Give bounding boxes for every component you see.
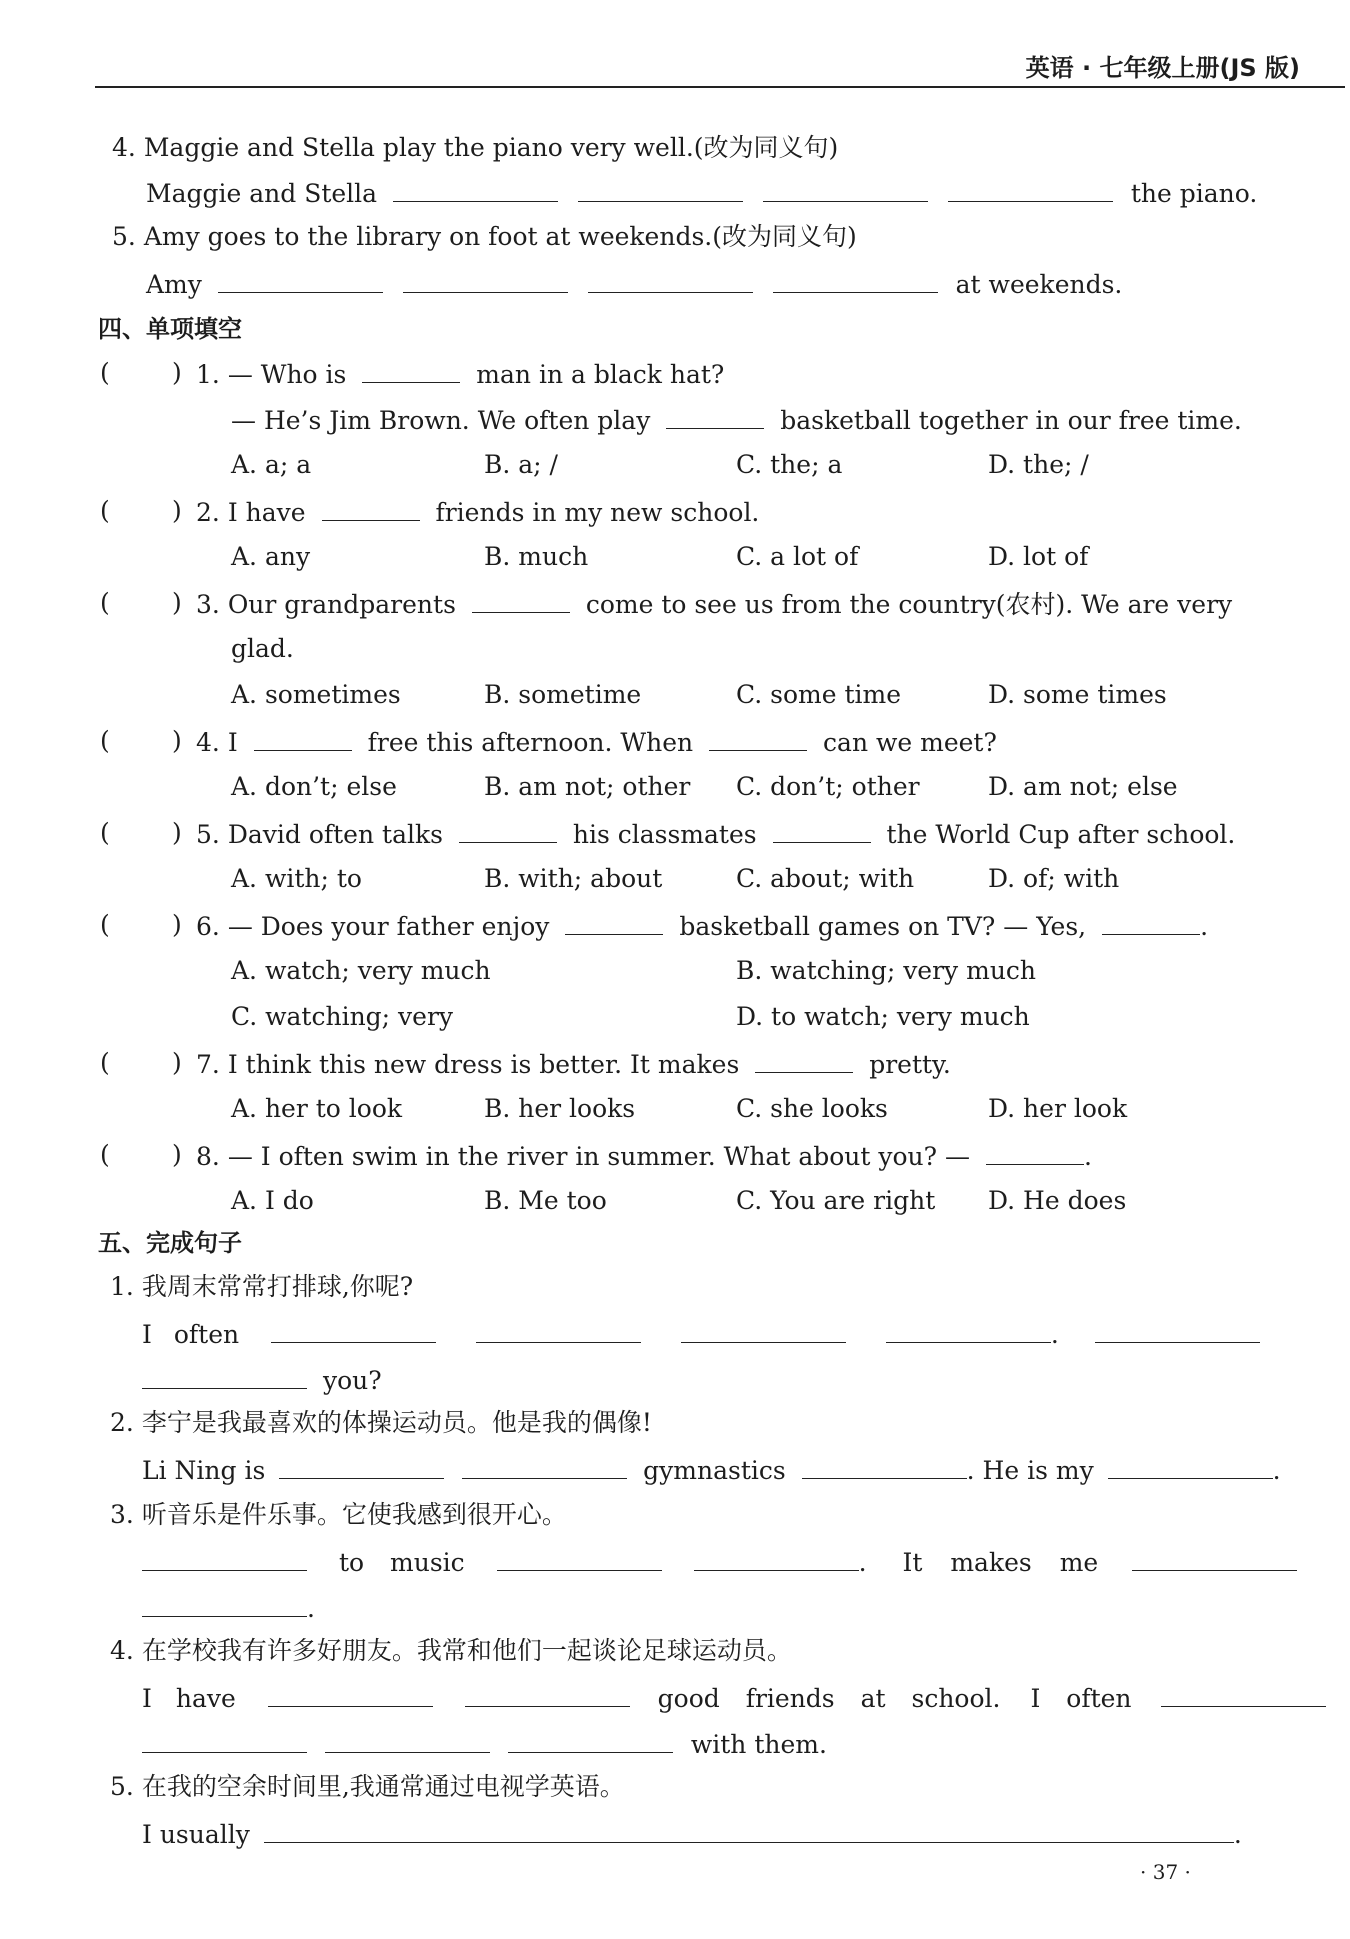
sentence-word: . (1050, 1320, 1059, 1349)
s5-item4-chinese (110, 1636, 792, 1666)
answer-blank[interactable] (362, 358, 460, 383)
s3-q5-answer-start: Amy (146, 270, 202, 299)
answer-blank[interactable] (218, 268, 383, 293)
item-num: 4. (110, 1636, 134, 1665)
answer-paren-close: ) (172, 588, 182, 617)
option-b[interactable]: B. much (484, 542, 589, 571)
answer-paren-open: ( (100, 910, 110, 939)
option-d[interactable]: D. the; / (988, 450, 1089, 479)
answer-blank[interactable] (1161, 1682, 1326, 1707)
answer-paren-close: ) (172, 910, 182, 939)
s5-item5-answer-line (142, 1818, 1242, 1850)
option-c[interactable]: C. about; with (736, 864, 915, 893)
question-text: — Who is (227, 360, 347, 389)
section4-heading: 四、单项填空 (98, 315, 242, 343)
answer-blank[interactable] (1102, 910, 1200, 935)
s5-item1-answer-line1 (142, 1318, 1260, 1350)
question-text: free this afternoon. When (367, 728, 694, 757)
item-chinese: 在我的空余时间里,我通常通过电视学英语。 (141, 1772, 625, 1801)
s5-item4-answer-line2 (142, 1728, 827, 1760)
question-text: I (227, 728, 238, 757)
item-chinese: 李宁是我最喜欢的体操运动员。他是我的偶像! (141, 1408, 652, 1437)
answer-blank[interactable] (508, 1728, 673, 1753)
option-c[interactable]: C. the; a (736, 450, 843, 479)
question-text: can we meet? (823, 728, 997, 757)
option-c[interactable]: C. some time (736, 680, 902, 709)
s3-q5-num: 5. (112, 222, 136, 251)
answer-blank[interactable] (264, 1818, 1234, 1843)
sentence-word: . He is my (966, 1456, 1094, 1485)
option-b[interactable]: B. with; about (484, 864, 663, 893)
answer-blank[interactable] (773, 268, 938, 293)
s3-q5-prompt (112, 222, 857, 252)
option-b[interactable]: B. a; / (484, 450, 558, 479)
question-text: — Does your father enjoy (227, 912, 550, 941)
question-text: David often talks (227, 820, 443, 849)
s5-item3-chinese (110, 1500, 567, 1530)
sentence-word: me (1059, 1548, 1099, 1577)
answer-blank[interactable] (254, 726, 352, 751)
answer-blank[interactable] (948, 177, 1113, 202)
option-a[interactable]: A. sometimes (231, 680, 401, 709)
option-c[interactable]: C. don’t; other (736, 772, 920, 801)
answer-paren-open: ( (100, 1140, 110, 1169)
s3-q5-answer-end: at weekends. (955, 270, 1123, 299)
option-a[interactable]: A. any (231, 542, 311, 571)
answer-blank[interactable] (773, 818, 871, 843)
s5-item2-chinese (110, 1408, 652, 1438)
s5-item3-answer-line2 (142, 1592, 315, 1624)
s4-q3-line1 (196, 588, 1232, 620)
answer-blank[interactable] (279, 1454, 444, 1479)
answer-blank[interactable] (986, 1140, 1084, 1165)
sentence-word: with them. (690, 1730, 827, 1759)
answer-blank[interactable] (694, 1546, 859, 1571)
item-chinese: 在学校我有许多好朋友。我常和他们一起谈论足球运动员。 (141, 1636, 792, 1665)
item-num: 5. (110, 1772, 134, 1801)
question-text: man in a black hat? (476, 360, 725, 389)
answer-blank[interactable] (565, 910, 663, 935)
sentence-word: makes (950, 1548, 1032, 1577)
question-num: 1. (196, 360, 220, 389)
answer-paren-open: ( (100, 818, 110, 847)
sentence-word: I usually (142, 1820, 250, 1849)
item-num: 1. (110, 1272, 134, 1301)
s4-q4-line1 (196, 726, 997, 758)
sentence-word: good (657, 1684, 720, 1713)
question-text: Our grandparents (227, 590, 456, 619)
option-d[interactable]: D. He does (988, 1186, 1127, 1215)
sentence-word: music (390, 1548, 465, 1577)
answer-paren-close: ) (172, 726, 182, 755)
answer-blank[interactable] (459, 818, 557, 843)
answer-paren-open: ( (100, 1048, 110, 1077)
answer-blank[interactable] (666, 404, 764, 429)
item-num: 3. (110, 1500, 134, 1529)
answer-paren-close: ) (172, 1140, 182, 1169)
sentence-word: I (142, 1684, 152, 1713)
s4-q7-line1 (196, 1048, 951, 1080)
option-a[interactable]: A. watch; very much (231, 956, 491, 985)
answer-blank[interactable] (497, 1546, 662, 1571)
option-d[interactable]: D. her look (988, 1094, 1128, 1123)
question-text: — He’s Jim Brown. We often play (231, 406, 651, 435)
question-text: pretty. (869, 1050, 951, 1079)
question-text: come to see us from the country(农村). We are very (585, 590, 1233, 619)
sentence-word: . (1233, 1820, 1242, 1849)
sentence-word: school. (911, 1684, 1001, 1713)
s4-q8-line1 (196, 1140, 1092, 1172)
sentence-word: I (142, 1320, 152, 1349)
item-chinese: 听音乐是件乐事。它使我感到很开心。 (141, 1500, 567, 1529)
s5-item2-answer-line (142, 1454, 1281, 1486)
answer-blank[interactable] (681, 1318, 846, 1343)
question-text: friends in my new school. (435, 498, 760, 527)
answer-blank[interactable] (142, 1546, 307, 1571)
sentence-word: at (860, 1684, 886, 1713)
sentence-word: . (307, 1594, 315, 1623)
option-b[interactable]: B. watching; very much (736, 956, 1037, 985)
s3-q4-answer-line (146, 177, 1257, 209)
option-a[interactable]: A. with; to (231, 864, 362, 893)
page-number: · 37 · (1140, 1860, 1191, 1884)
answer-blank[interactable] (322, 496, 420, 521)
question-text: — I often swim in the river in summer. What about you? — (227, 1142, 970, 1171)
answer-paren-close: ) (172, 358, 182, 387)
item-chinese: 我周末常常打排球,你呢? (141, 1272, 414, 1301)
answer-blank[interactable] (763, 177, 928, 202)
s3-q4-prompt (112, 133, 838, 163)
s3-q4-num: 4. (112, 133, 136, 162)
option-b[interactable]: B. am not; other (484, 772, 691, 801)
answer-blank[interactable] (403, 268, 568, 293)
question-text: his classmates (572, 820, 757, 849)
sentence-word: often (173, 1320, 240, 1349)
option-d[interactable]: D. lot of (988, 542, 1089, 571)
answer-blank[interactable] (709, 726, 807, 751)
sentence-word: I (1030, 1684, 1041, 1713)
answer-blank[interactable] (268, 1682, 433, 1707)
option-d[interactable]: D. of; with (988, 864, 1120, 893)
question-num: 4. (196, 728, 220, 757)
answer-paren-close: ) (172, 818, 182, 847)
answer-blank[interactable] (1095, 1318, 1260, 1343)
sentence-word: friends (745, 1684, 835, 1713)
s5-item5-chinese (110, 1772, 625, 1802)
answer-blank[interactable] (393, 177, 558, 202)
answer-blank[interactable] (755, 1048, 853, 1073)
option-d[interactable]: D. am not; else (988, 772, 1178, 801)
answer-blank[interactable] (472, 588, 570, 613)
option-b[interactable]: B. sometime (484, 680, 642, 709)
option-b[interactable]: B. Me too (484, 1186, 607, 1215)
answer-blank[interactable] (802, 1454, 967, 1479)
question-num: 7. (196, 1050, 220, 1079)
s3-q5-answer-line (146, 268, 1122, 300)
s4-q1-line2 (231, 404, 1242, 436)
answer-paren-open: ( (100, 496, 110, 525)
page-header-title: 英语 · 七年级上册(JS 版) (1025, 54, 1300, 82)
answer-paren-open: ( (100, 726, 110, 755)
s4-q1-line1 (196, 358, 724, 390)
answer-paren-open: ( (100, 358, 110, 387)
answer-blank[interactable] (465, 1682, 630, 1707)
item-num: 2. (110, 1408, 134, 1437)
option-a[interactable]: A. a; a (231, 450, 312, 479)
answer-blank[interactable] (886, 1318, 1051, 1343)
question-text: I think this new dress is better. It makes (227, 1050, 740, 1079)
sentence-word: . (1272, 1456, 1281, 1485)
option-c[interactable]: C. a lot of (736, 542, 859, 571)
s5-item1-answer-line2 (142, 1364, 382, 1396)
question-text: basketball together in our free time. (780, 406, 1242, 435)
s3-q4-answer-start: Maggie and Stella (146, 179, 378, 208)
sentence-word: gymnastics (643, 1456, 786, 1485)
section5-heading: 五、完成句子 (98, 1229, 242, 1257)
answer-blank[interactable] (142, 1728, 307, 1753)
answer-paren-close: ) (172, 1048, 182, 1077)
s5-item3-answer-line1 (142, 1546, 1297, 1578)
s3-q4-text: Maggie and Stella play the piano very well.(改为同义句) (143, 133, 839, 162)
s4-q2-line1 (196, 496, 759, 528)
question-num: 5. (196, 820, 220, 849)
header-rule (95, 86, 1345, 88)
sentence-word: to (338, 1548, 365, 1577)
question-num: 8. (196, 1142, 220, 1171)
question-num: 3. (196, 590, 220, 619)
s3-q5-text: Amy goes to the library on foot at weekends.(改为同义句) (143, 222, 857, 251)
option-a[interactable]: A. her to look (231, 1094, 403, 1123)
question-text: the World Cup after school. (886, 820, 1236, 849)
question-num: 6. (196, 912, 220, 941)
answer-blank[interactable] (142, 1592, 307, 1617)
option-d[interactable]: D. some times (988, 680, 1167, 709)
sentence-word: . (858, 1548, 867, 1577)
option-c[interactable]: C. she looks (736, 1094, 888, 1123)
answer-blank[interactable] (271, 1318, 436, 1343)
answer-blank[interactable] (578, 177, 743, 202)
question-text: basketball games on TV? — Yes, (679, 912, 1087, 941)
s4-q6-line1 (196, 910, 1208, 942)
sentence-word: It (902, 1548, 923, 1577)
question-num: 2. (196, 498, 220, 527)
s4-q3-line2: glad. (231, 634, 294, 663)
option-c[interactable]: C. You are right (736, 1186, 936, 1215)
sentence-word: have (175, 1684, 236, 1713)
s5-item1-chinese (110, 1272, 413, 1302)
option-d[interactable]: D. to watch; very much (736, 1002, 1030, 1031)
answer-blank[interactable] (1108, 1454, 1273, 1479)
answer-blank[interactable] (142, 1364, 307, 1389)
question-text: I have (227, 498, 306, 527)
s3-q4-answer-end: the piano. (1130, 179, 1258, 208)
sentence-word: Li Ning is (142, 1456, 266, 1485)
answer-blank[interactable] (325, 1728, 490, 1753)
answer-blank[interactable] (1132, 1546, 1297, 1571)
option-a[interactable]: A. I do (231, 1186, 314, 1215)
question-text: . (1200, 912, 1209, 941)
option-b[interactable]: B. her looks (484, 1094, 636, 1123)
sentence-word: you? (322, 1366, 382, 1395)
s5-item4-answer-line1 (142, 1682, 1326, 1714)
answer-paren-open: ( (100, 588, 110, 617)
question-text: . (1083, 1142, 1092, 1171)
sentence-word: often (1066, 1684, 1132, 1713)
answer-blank[interactable] (476, 1318, 641, 1343)
option-c[interactable]: C. watching; very (231, 1002, 454, 1031)
answer-paren-close: ) (172, 496, 182, 525)
s4-q5-line1 (196, 818, 1235, 850)
option-a[interactable]: A. don’t; else (231, 772, 397, 801)
answer-blank[interactable] (462, 1454, 627, 1479)
answer-blank[interactable] (588, 268, 753, 293)
